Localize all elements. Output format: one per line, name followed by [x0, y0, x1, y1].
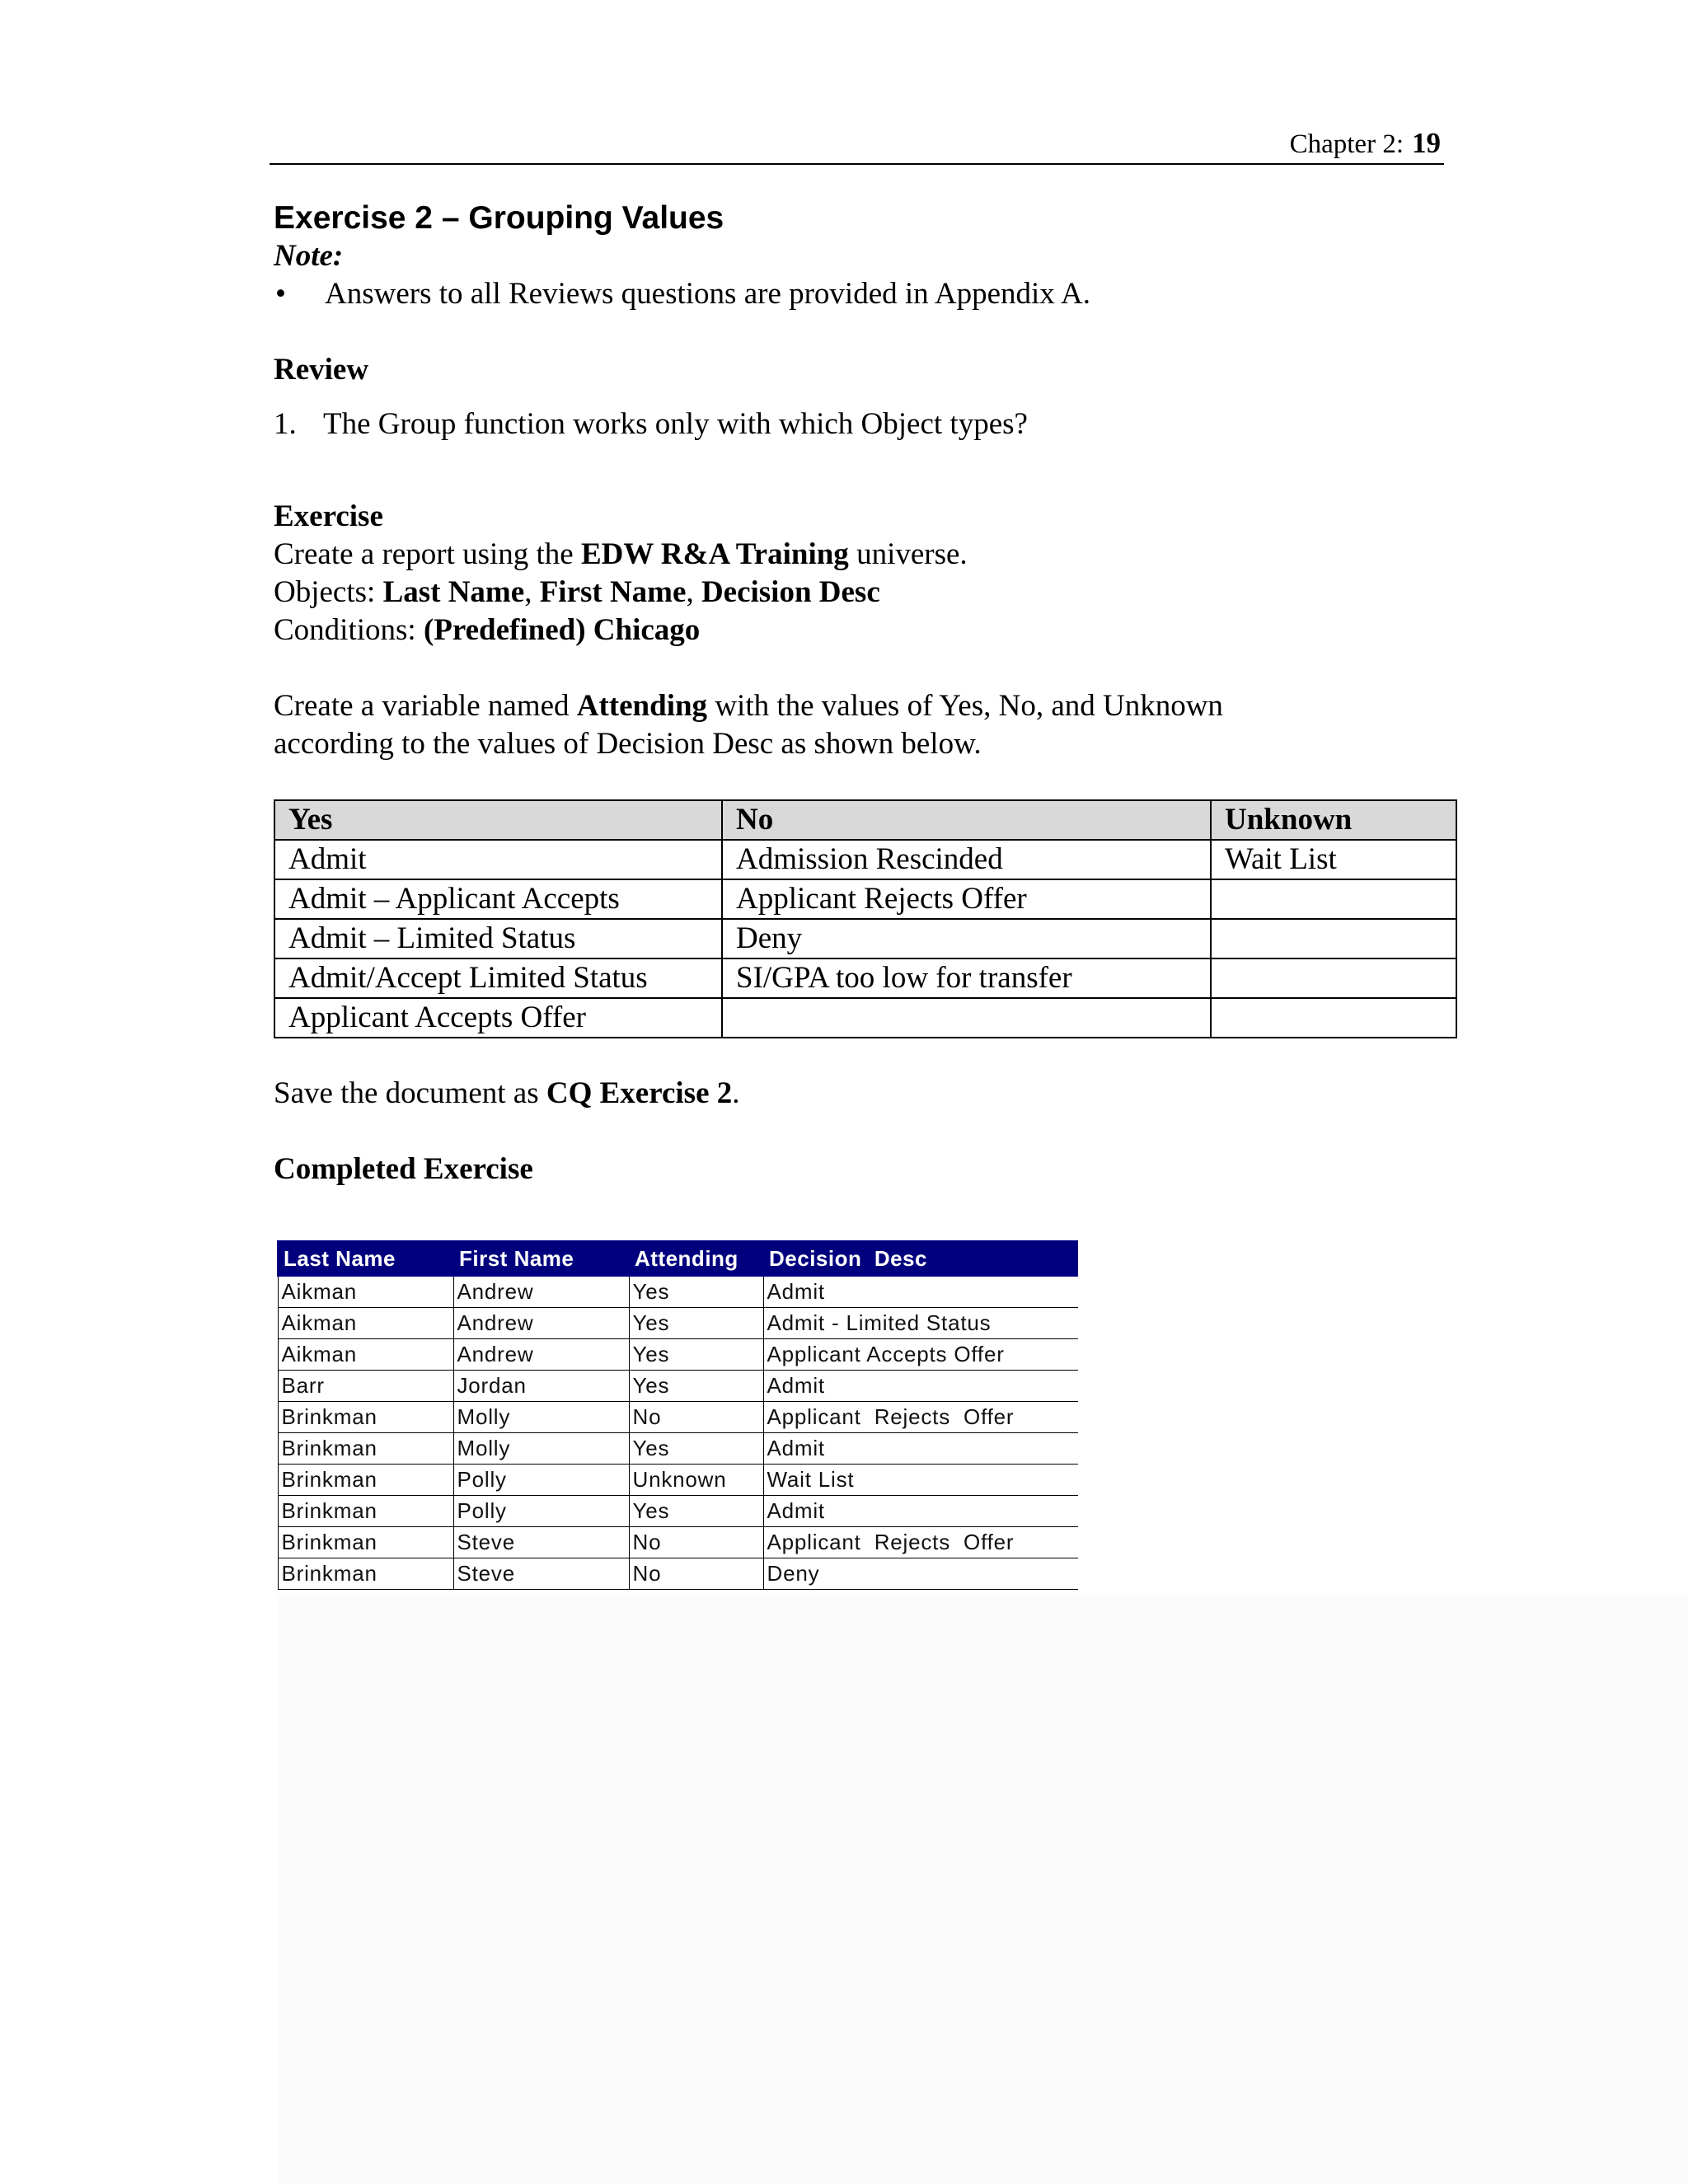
table-cell: Applicant Accepts Offer	[274, 998, 722, 1038]
save-instruction	[274, 1075, 1461, 1113]
completed-report-screenshot	[277, 1240, 1078, 1595]
table-cell: Deny	[763, 1558, 1078, 1590]
exercise-line-objects	[274, 574, 1461, 612]
table-cell: Applicant Accepts Offer	[763, 1339, 1078, 1371]
exercise-line-universe	[274, 536, 1461, 574]
table-cell: No	[629, 1527, 763, 1558]
table-cell: Admit	[763, 1371, 1078, 1402]
table-row	[278, 1308, 1078, 1339]
review-question	[274, 405, 1461, 443]
table-cell	[1211, 958, 1456, 998]
table-cell: Yes	[629, 1433, 763, 1465]
attending-mapping-table	[274, 799, 1457, 1038]
table-cell: Admit	[763, 1433, 1078, 1465]
condition-value: (Predefined) Chicago	[423, 613, 701, 647]
header-yes: Yes	[274, 800, 722, 840]
table-row	[278, 1433, 1078, 1465]
chapter-label: Chapter 2:	[1289, 129, 1404, 159]
table-cell: Brinkman	[278, 1402, 453, 1433]
text-run: universe.	[848, 537, 968, 571]
table-cell	[1211, 919, 1456, 958]
exercise-line-conditions	[274, 612, 1461, 649]
table-row	[278, 1496, 1078, 1527]
report-header-first-name: First Name	[453, 1241, 629, 1276]
table-cell: Admit/Accept Limited Status	[274, 958, 722, 998]
table-cell: Andrew	[453, 1339, 629, 1371]
table-cell: Applicant Rejects Offer	[763, 1402, 1078, 1433]
table-cell: Wait List	[1211, 840, 1456, 879]
table-cell: Yes	[629, 1339, 763, 1371]
text-run: Create a variable named	[274, 689, 577, 723]
table-row	[274, 840, 1456, 879]
separator: ,	[686, 575, 701, 609]
table-cell: No	[629, 1558, 763, 1590]
table-cell	[722, 998, 1211, 1038]
table-row	[278, 1339, 1078, 1371]
table-cell: Brinkman	[278, 1465, 453, 1496]
table-cell: Andrew	[453, 1308, 629, 1339]
table-cell: Deny	[722, 919, 1211, 958]
text-run: Conditions:	[274, 613, 424, 647]
text-run: Save the document as	[274, 1076, 546, 1110]
text-run: with the values of Yes, No, and Unknown	[707, 689, 1223, 723]
variable-paragraph	[274, 687, 1461, 763]
table-row	[274, 919, 1456, 958]
table-cell: Brinkman	[278, 1433, 453, 1465]
table-cell: Brinkman	[278, 1558, 453, 1590]
table-row	[278, 1276, 1078, 1308]
table-cell: Barr	[278, 1371, 453, 1402]
table-cell	[1211, 879, 1456, 919]
table-cell: Jordan	[453, 1371, 629, 1402]
table-cell: Yes	[629, 1308, 763, 1339]
exercise-heading: Exercise	[274, 499, 383, 533]
table-cell: Molly	[453, 1433, 629, 1465]
table-cell: Yes	[629, 1276, 763, 1308]
table-cell: Molly	[453, 1402, 629, 1433]
table-row	[274, 998, 1456, 1038]
table-cell: Brinkman	[278, 1496, 453, 1527]
table-cell: Brinkman	[278, 1527, 453, 1558]
table-cell: Aikman	[278, 1339, 453, 1371]
table-row	[278, 1465, 1078, 1496]
note-label: Note:	[274, 239, 344, 273]
table-cell: Admit – Applicant Accepts	[274, 879, 722, 919]
report-header-attending: Attending	[629, 1241, 763, 1276]
table-cell: Wait List	[763, 1465, 1078, 1496]
table-cell: Admit – Limited Status	[274, 919, 722, 958]
question-text: The Group function works only with which Object types?	[323, 407, 1028, 441]
page-header	[270, 124, 1444, 165]
page-content	[274, 199, 1461, 1188]
page-number: 19	[1412, 127, 1441, 159]
table-row	[278, 1527, 1078, 1558]
table-cell: Steve	[453, 1558, 629, 1590]
report-header-row	[278, 1241, 1078, 1276]
table-cell: Yes	[629, 1496, 763, 1527]
object-first-name: First Name	[539, 575, 687, 609]
header-no: No	[722, 800, 1211, 840]
table-cell: Admit	[274, 840, 722, 879]
universe-name: EDW R&A Training	[580, 537, 849, 571]
table-row	[278, 1371, 1078, 1402]
table-cell: Yes	[629, 1371, 763, 1402]
exercise-title: Exercise 2 – Grouping Values	[274, 200, 724, 236]
review-heading: Review	[274, 353, 369, 387]
text-run: Objects:	[274, 575, 383, 609]
bullet-icon: •	[275, 277, 286, 311]
text-run: according to the values of Decision Desc as shown below.	[274, 727, 982, 761]
table-cell: Steve	[453, 1527, 629, 1558]
question-number: 1.	[274, 407, 297, 441]
header-unknown: Unknown	[1211, 800, 1456, 840]
table-row	[278, 1558, 1078, 1590]
table-cell: Aikman	[278, 1276, 453, 1308]
table-row	[274, 958, 1456, 998]
table-cell: Polly	[453, 1496, 629, 1527]
document-name: CQ Exercise 2	[546, 1076, 733, 1110]
table-cell: Polly	[453, 1465, 629, 1496]
report-table	[277, 1240, 1078, 1590]
screenshot-background	[277, 1595, 1688, 2184]
report-header-last-name: Last Name	[278, 1241, 453, 1276]
table-cell: Admit - Limited Status	[763, 1308, 1078, 1339]
note-bullet-item	[274, 275, 1461, 313]
table-cell: Andrew	[453, 1276, 629, 1308]
table-header-row	[274, 800, 1456, 840]
table-cell: Admit	[763, 1496, 1078, 1527]
object-decision-desc: Decision Desc	[701, 575, 880, 609]
completed-exercise-heading: Completed Exercise	[274, 1152, 533, 1186]
table-cell: Unknown	[629, 1465, 763, 1496]
text-run: Create a report using the	[274, 537, 581, 571]
text-run: .	[732, 1076, 740, 1110]
table-cell: Applicant Rejects Offer	[763, 1527, 1078, 1558]
separator: ,	[524, 575, 540, 609]
table-cell: Aikman	[278, 1308, 453, 1339]
object-last-name: Last Name	[382, 575, 525, 609]
table-cell: Admission Rescinded	[722, 840, 1211, 879]
table-row	[278, 1402, 1078, 1433]
table-cell: Admit	[763, 1276, 1078, 1308]
table-row	[274, 879, 1456, 919]
variable-name: Attending	[576, 689, 708, 723]
table-cell: No	[629, 1402, 763, 1433]
table-cell: Applicant Rejects Offer	[722, 879, 1211, 919]
note-text: Answers to all Reviews questions are provided in Appendix A.	[325, 277, 1090, 311]
report-header-decision-desc: Decision Desc	[763, 1241, 1078, 1276]
table-cell: SI/GPA too low for transfer	[722, 958, 1211, 998]
table-cell	[1211, 998, 1456, 1038]
